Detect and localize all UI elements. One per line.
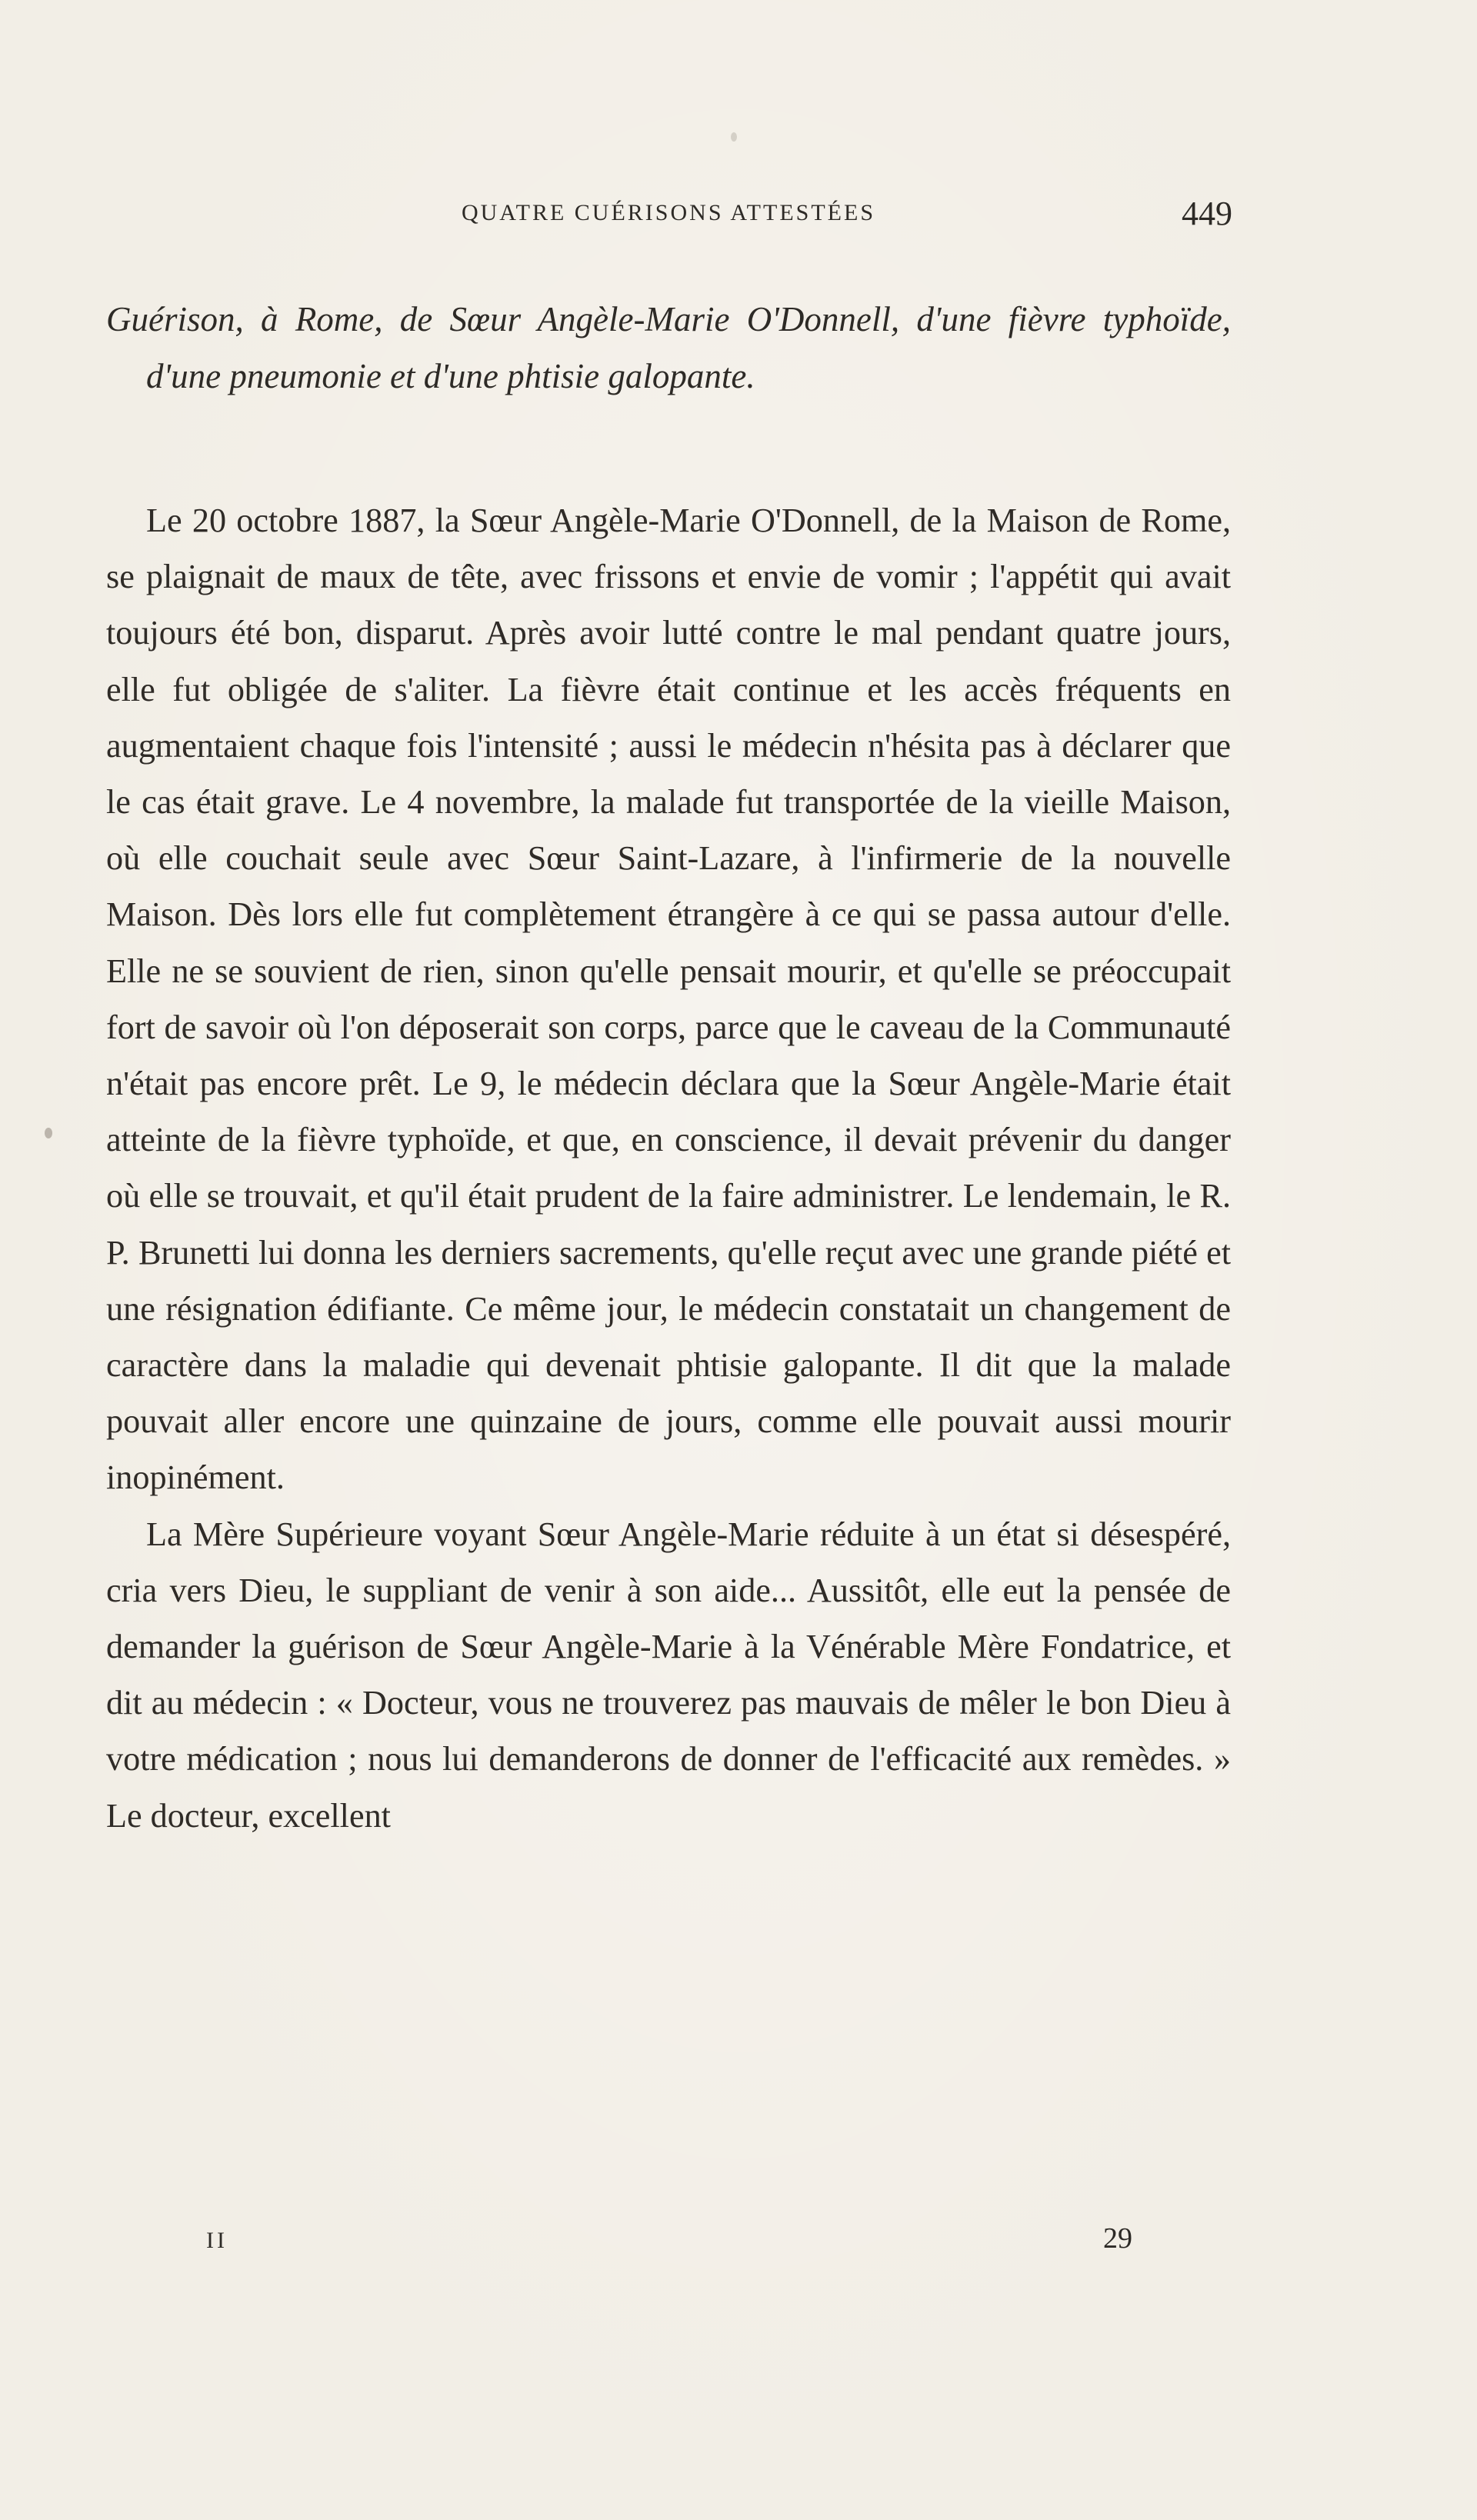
page-header [106, 194, 1231, 240]
page-footer [106, 2222, 1231, 2268]
page-number: 449 [1182, 195, 1232, 232]
paragraph-2: La Mère Supérieure voyant Sœur Angèle-Marie réduite à un état si désespéré, cria vers Dieu, le suppliant de venir à son aide... Aussitôt, elle eut la pensée de demander la guérison de Sœur Angèle-Marie à la Vénérable Mère Fondatrice, et dit au médecin : « Docteur, vous ne trouverez pas mauvais de mêler le bon Dieu à votre médication ; nous lui demanderons de donner de l'efficacité aux remèdes. » Le docteur, excellent [106, 1515, 1231, 1835]
section-heading [106, 291, 1231, 405]
ink-spot [731, 132, 737, 142]
gathering-number: 29 [1103, 2222, 1132, 2255]
body-text [106, 492, 1231, 1844]
section-heading-text: Guérison, à Rome, de Sœur Angèle-Marie O'Donnell, d'une fièvre typhoïde, d'une pneumonie et d'une phtisie galopante. [106, 300, 1231, 395]
paragraph-1: Le 20 octobre 1887, la Sœur Angèle-Marie O'Donnell, de la Maison de Rome, se plaignait de maux de tête, avec frissons et envie de vomir ; l'appétit qui avait toujours été bon, disparut. Après avoir lutté contre le mal pendant quatre jours, elle fut obligée de s'aliter. La fièvre était continue et les accès fréquents en augmentaient chaque fois l'intensité ; aussi le médecin n'hésita pas à déclarer que le cas était grave. Le 4 novembre, la malade fut transportée de la vieille Maison, où elle couchait seule avec Sœur Saint-Lazare, à l'infirmerie de la nouvelle Maison. Dès lors elle fut complètement étrangère à ce qui se passa autour d'elle. Elle ne se souvient de rien, sinon qu'elle pensait mourir, et qu'elle se préoccupait fort de savoir où l'on déposerait son corps, parce que le caveau de la Communauté n'était pas encore prêt. Le 9, le médecin déclara que la Sœur Angèle-Marie était atteinte de la fièvre typhoïde, et que, en conscience, il devait prévenir du danger où elle se trouvait, et qu'il était prudent de la faire administrer. Le lendemain, le R. P. Brunetti lui donna les derniers sacrements, qu'elle reçut avec une grande piété et une résignation édifiante. Ce même jour, le médecin constatait un changement de caractère dans la maladie qui devenait phtisie galopante. Il dit que la malade pouvait aller encore une quinzaine de jours, comme elle pouvait aussi mourir inopinément. [106, 502, 1231, 1497]
signature-mark: II [206, 2228, 228, 2253]
running-head: QUATRE CUÉRISONS ATTESTÉES [461, 200, 876, 225]
ink-spot [45, 1128, 52, 1138]
